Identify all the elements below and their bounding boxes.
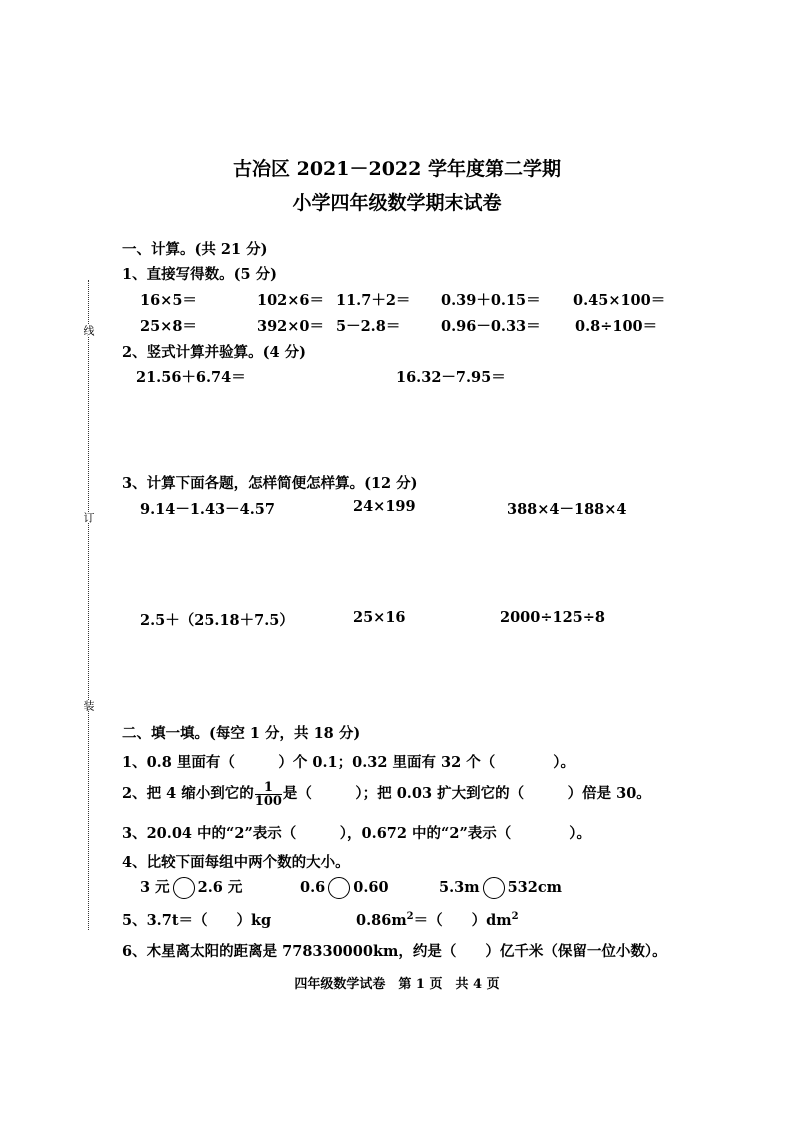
fill-q2-post: 是（ ）；把 0.03 扩大到它的（ ）倍是 30。	[282, 785, 651, 802]
fill-q5b-pre: 0.86m	[356, 912, 407, 929]
q3-item: 25×16	[353, 609, 406, 626]
fill-q5b-mid: ＝（ ）dm	[413, 912, 512, 929]
q3-item: 2000÷125÷8	[500, 609, 606, 626]
compare-left: 3 元	[140, 879, 170, 896]
compare-pair	[140, 876, 242, 900]
q2-item: 21.56＋6.74＝	[136, 369, 246, 386]
q3-item: 9.14－1.43－4.57	[140, 501, 275, 518]
q1-item: 0.39＋0.15＝	[441, 292, 541, 309]
q1-item: 16×5＝	[140, 292, 197, 309]
fraction	[255, 781, 282, 808]
q3-item: 2.5＋（25.18＋7.5）	[140, 612, 294, 629]
page-footer: 四年级数学试卷 第 1 页 共 4 页	[294, 977, 500, 992]
q1-item: 102×6＝	[257, 292, 325, 309]
q3-item: 388×4－188×4	[507, 501, 627, 518]
compare-right: 532cm	[507, 879, 563, 896]
fill-q4-title: 4、比较下面每组中两个数的大小。	[122, 854, 350, 871]
q1-item: 11.7＋2＝	[336, 292, 411, 309]
fill-q2-pre: 2、把 4 缩小到它的	[122, 785, 254, 802]
fill-q1: 1、0.8 里面有（ ）个 0.1；0.32 里面有 32 个（ ）。	[122, 754, 576, 771]
fill-q3: 3、20.04 中的“2”表示（ ），0.672 中的“2”表示（ ）。	[122, 825, 592, 842]
compare-pair	[300, 876, 389, 900]
compare-left: 0.6	[300, 879, 326, 896]
q1-item: 0.8÷100＝	[575, 318, 658, 335]
compare-circle[interactable]	[173, 877, 195, 899]
compare-right: 0.60	[353, 879, 389, 896]
q1-item: 25×8＝	[140, 318, 197, 335]
fraction-numerator: 1	[255, 781, 282, 795]
q1-item: 0.96－0.33＝	[441, 318, 541, 335]
compare-pair	[439, 876, 562, 900]
superscript: 2	[406, 911, 414, 923]
q1-title: 1、直接写得数。(5 分)	[122, 266, 277, 283]
q1-item: 392×0＝	[257, 318, 325, 335]
compare-circle[interactable]	[328, 877, 350, 899]
q1-item: 5－2.8＝	[336, 318, 401, 335]
binding-char-staple: 订	[82, 512, 95, 523]
superscript: 2	[511, 911, 519, 923]
section2-heading: 二、填一填。(每空 1 分，共 18 分)	[122, 725, 361, 742]
binding-line	[88, 280, 89, 930]
binding-char-bind: 装	[82, 700, 95, 711]
q3-title: 3、计算下面各题，怎样简便怎样算。(12 分)	[122, 475, 418, 492]
q3-item: 24×199	[353, 498, 416, 515]
section1-heading: 一、计算。(共 21 分)	[122, 241, 268, 258]
fill-q5a: 5、3.7t＝（ ）kg	[122, 912, 272, 929]
fill-q2	[122, 776, 651, 812]
binding-char-line: 线	[82, 325, 95, 336]
exam-title: 古冶区 2021－2022 学年度第二学期	[233, 158, 561, 180]
exam-subtitle: 小学四年级数学期末试卷	[292, 192, 502, 214]
fill-q5b	[356, 909, 519, 930]
q1-item: 0.45×100＝	[573, 292, 666, 309]
q2-item: 16.32－7.95＝	[396, 369, 506, 386]
compare-left: 5.3m	[439, 879, 480, 896]
fraction-denominator: 100	[254, 793, 282, 809]
q2-title: 2、竖式计算并验算。(4 分)	[122, 344, 306, 361]
fill-q6: 6、木星离太阳的距离是 778330000km，约是（ ）亿千米（保留一位小数）。	[122, 943, 667, 960]
compare-right: 2.6 元	[197, 879, 243, 896]
compare-circle[interactable]	[483, 877, 505, 899]
